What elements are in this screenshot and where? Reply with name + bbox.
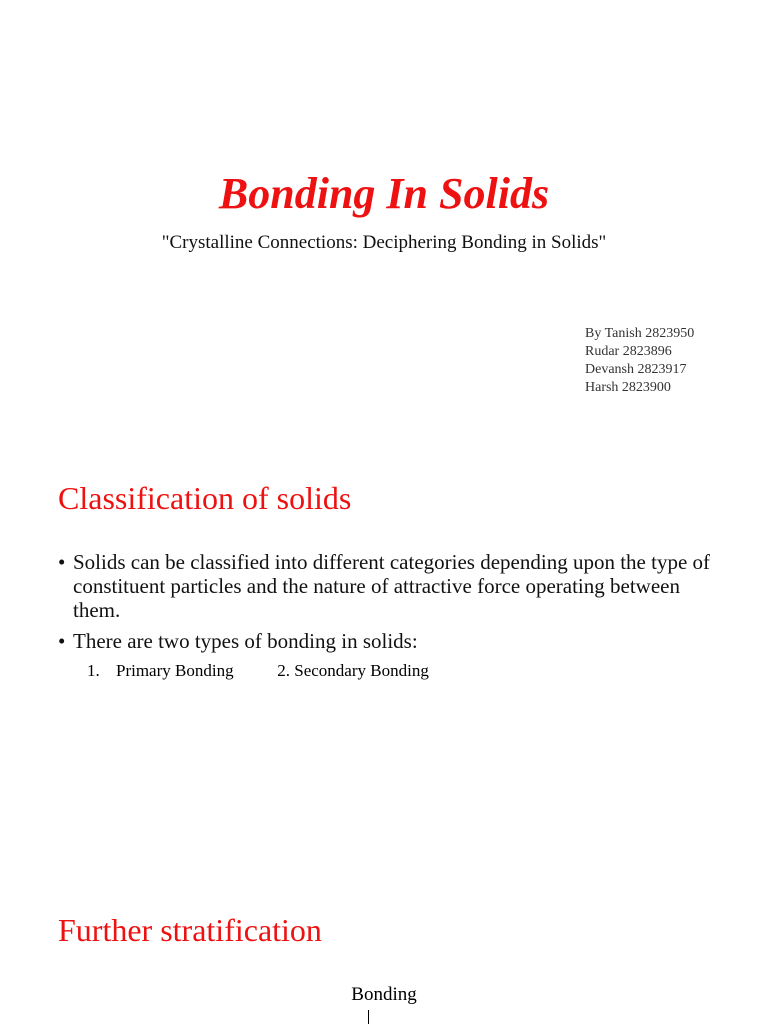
slide-subtitle: "Crystalline Connections: Deciphering Bonding in Solids" (161, 232, 607, 253)
slide-title (0, 0, 768, 430)
item-label: Primary Bonding (116, 661, 234, 680)
slide-heading: Further stratification (58, 912, 322, 948)
bullet-list (58, 550, 728, 660)
bullet-item (58, 550, 728, 622)
author-line: Rudar 2823896 (585, 344, 672, 359)
item-number: 2. (277, 661, 290, 680)
item-label: Secondary Bonding (294, 661, 429, 680)
author-line: Harsh 2823900 (585, 380, 671, 395)
bullet-icon: • (58, 550, 66, 574)
slide-classification (0, 430, 768, 860)
bonding-type-item (277, 660, 429, 682)
item-number: 1. (87, 661, 100, 680)
diagram-root-node: Bonding (351, 984, 417, 1005)
author-line: Devansh 2823917 (585, 362, 687, 377)
author-list (585, 325, 694, 397)
author-line: By Tanish 2823950 (585, 326, 695, 341)
bullet-text: There are two types of bonding in solids: (73, 629, 418, 653)
bullet-text: Solids can be classified into different categories depending upon the type of constituent particles and the nature of attractive force operating between them. (73, 550, 711, 622)
slide-title-heading: Bonding In Solids (218, 169, 550, 218)
bonding-type-item (87, 660, 273, 682)
bullet-item (58, 629, 728, 653)
bullet-icon: • (58, 629, 66, 653)
bonding-type-list (87, 660, 429, 682)
slide-heading: Classification of solids (58, 480, 352, 516)
diagram-connector-line (368, 1010, 369, 1024)
slide-stratification (0, 860, 768, 1024)
